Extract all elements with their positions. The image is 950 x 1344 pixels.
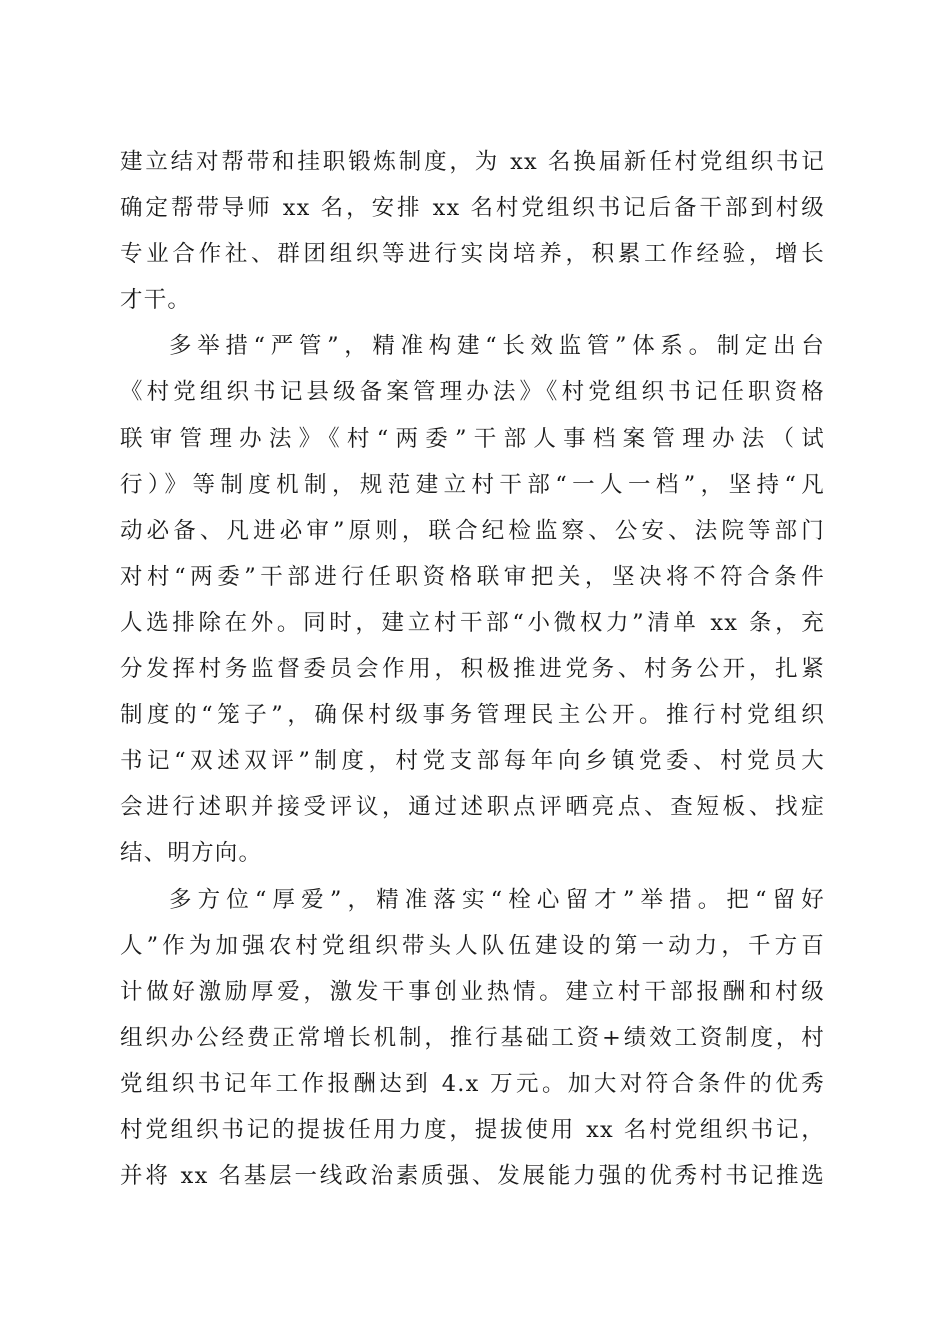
text-line: 人”作为加强农村党组织带头人队伍建设的第一动力，千方百: [120, 932, 825, 959]
text-line: 联审管理办法》《村“两委”干部人事档案管理办法（试: [120, 425, 825, 452]
text-line: 行）》等制度机制，规范建立村干部“一人一档”，坚持“凡: [120, 471, 825, 498]
text-line: 村党组织书记的提拔任用力度，提拔使用 xx 名村党组织书记，: [120, 1116, 825, 1143]
text-line: 确定帮带导师 xx 名，安排 xx 名村党组织书记后备干部到村级: [120, 195, 825, 222]
text-line: 分发挥村务监督委员会作用，积极推进党务、村务公开，扎紧: [120, 656, 825, 683]
text-line: 动必备、凡进必审”原则，联合纪检监察、公安、法院等部门: [120, 517, 825, 544]
text-line: 多方位“厚爱”，精准落实“栓心留才”举措。把“留好: [169, 886, 825, 913]
text-line: 建立结对帮带和挂职锻炼制度，为 xx 名换届新任村党组织书记: [120, 149, 825, 175]
text-line: 对村“两委”干部进行任职资格联审把关，坚决将不符合条件: [120, 563, 825, 590]
text-line: 人选排除在外。同时，建立村干部“小微权力”清单 xx 条，充: [120, 609, 825, 636]
text-line: 书记“双述双评”制度，村党支部每年向乡镇党委、村党员大: [120, 748, 825, 775]
text-line: 《村党组织书记县级备案管理办法》《村党组织书记任职资格: [120, 379, 825, 406]
text-line: 组织办公经费正常增长机制，推行基础工资+绩效工资制度，村: [120, 1024, 825, 1051]
text-line: 并将 xx 名基层一线政治素质强、发展能力强的优秀村书记推选: [120, 1163, 825, 1190]
text-line: 计做好激励厚爱，激发干事创业热情。建立村干部报酬和村级: [120, 978, 825, 1005]
text-line: 党组织书记年工作报酬达到 4.x 万元。加大对符合条件的优秀: [120, 1070, 825, 1097]
text-line: 多举措“严管”，精准构建“长效监管”体系。制定出台: [169, 333, 825, 360]
text-line: 制度的“笼子”，确保村级事务管理民主公开。推行村党组织: [120, 702, 825, 729]
text-line: 专业合作社、群团组织等进行实岗培养，积累工作经验，增长: [120, 241, 825, 268]
text-line: 才干。: [120, 287, 192, 314]
text-line: 结、明方向。: [120, 840, 263, 867]
text-line: 会进行述职并接受评议，通过述职点评晒亮点、查短板、找症: [120, 794, 825, 821]
body-text: [120, 139, 825, 1199]
